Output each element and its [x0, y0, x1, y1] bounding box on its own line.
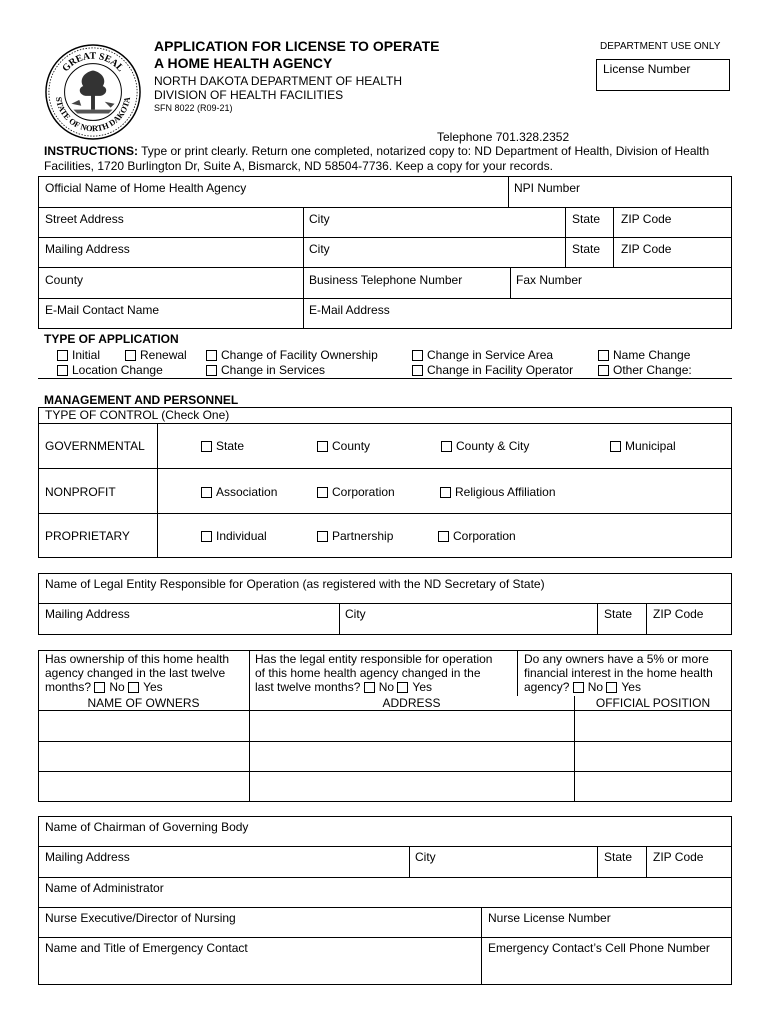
q3-yes-label: Yes	[621, 680, 641, 694]
fax-field[interactable]: Fax Number	[516, 273, 583, 287]
gov-municipal-label: Municipal	[625, 439, 676, 453]
gov-county-label: County	[332, 439, 371, 453]
official-name-field[interactable]: Official Name of Home Health Agency	[45, 181, 247, 195]
instructions	[44, 144, 744, 174]
zip-field[interactable]: ZIP Code	[621, 212, 672, 226]
location-change-checkbox[interactable]	[57, 365, 68, 376]
legal-mailing-field[interactable]: Mailing Address	[45, 607, 130, 621]
administrator-field[interactable]: Name of Administrator	[45, 881, 164, 895]
gov-state-checkbox[interactable]	[201, 441, 212, 452]
pr-partnership-checkbox[interactable]	[317, 531, 328, 542]
q3-no-label: No	[587, 680, 604, 694]
q1-yes-checkbox[interactable]	[128, 682, 139, 693]
license-number-label: License Number	[603, 62, 691, 76]
initial-label: Initial	[72, 348, 101, 362]
location-change-option[interactable]	[57, 363, 163, 377]
q1-no-checkbox[interactable]	[94, 682, 105, 693]
initial-checkbox[interactable]	[57, 350, 68, 361]
telephone: Telephone 701.328.2352	[437, 130, 570, 144]
legal-entity-question	[255, 652, 492, 694]
business-phone-field[interactable]: Business Telephone Number	[309, 273, 463, 287]
name-change-label: Name Change	[613, 348, 691, 362]
change-services-checkbox[interactable]	[206, 365, 217, 376]
q3-no-checkbox[interactable]	[573, 682, 584, 693]
change-service-area-label: Change in Service Area	[427, 348, 554, 362]
np-association-checkbox[interactable]	[201, 487, 212, 498]
np-corporation-label: Corporation	[332, 485, 395, 499]
q2-no-checkbox[interactable]	[364, 682, 375, 693]
q2-line-1: Has the legal entity responsible for operation	[255, 652, 493, 666]
department-block	[154, 74, 402, 102]
q2-yes-checkbox[interactable]	[397, 682, 408, 693]
pr-individual-checkbox[interactable]	[201, 531, 212, 542]
change-ownership-label: Change of Facility Ownership	[221, 348, 378, 362]
pr-individual-option[interactable]	[201, 529, 267, 543]
mailing-city-field[interactable]: City	[309, 242, 330, 256]
q3-text: agency?	[524, 680, 570, 694]
initial-option[interactable]	[57, 348, 100, 362]
gov-county-option[interactable]	[317, 439, 370, 453]
chairman-state-field[interactable]: State	[604, 850, 633, 864]
owner-name-2-input[interactable]	[39, 742, 248, 770]
chairman-zip-field[interactable]: ZIP Code	[653, 850, 704, 864]
other-change-label: Other Change:	[613, 363, 692, 377]
gov-county-checkbox[interactable]	[317, 441, 328, 452]
owner-position-3-input[interactable]	[575, 772, 731, 801]
q3-line-3	[524, 680, 713, 694]
seal-top-text: GREAT SEAL	[60, 50, 126, 75]
mailing-zip-field[interactable]: ZIP Code	[621, 242, 672, 256]
q1-line-2: agency changed in the last twelve	[45, 666, 226, 680]
renewal-option[interactable]	[125, 348, 187, 362]
owner-name-1-input[interactable]	[39, 711, 248, 740]
type-of-control-label: TYPE OF CONTROL (Check One)	[45, 408, 230, 422]
other-change-option[interactable]	[598, 363, 692, 377]
county-field[interactable]: County	[45, 273, 84, 287]
change-operator-label: Change in Facility Operator	[427, 363, 574, 377]
change-service-area-checkbox[interactable]	[412, 350, 423, 361]
legal-entity-name-field[interactable]: Name of Legal Entity Responsible for Operation (as registered with the ND Secretary of State)	[45, 577, 545, 591]
name-change-checkbox[interactable]	[598, 350, 609, 361]
q1-text: months?	[45, 680, 92, 694]
npi-number-field[interactable]: NPI Number	[514, 181, 581, 195]
location-change-label: Location Change	[72, 363, 163, 377]
instructions-label: INSTRUCTIONS:	[44, 144, 138, 158]
gov-municipal-checkbox[interactable]	[610, 441, 621, 452]
col-name-of-owners: NAME OF OWNERS	[87, 696, 200, 710]
legal-zip-field[interactable]: ZIP Code	[653, 607, 704, 621]
col-official-position: OFFICIAL POSITION	[595, 696, 711, 710]
q2-text: last twelve months?	[255, 680, 361, 694]
pr-corporation-label: Corporation	[453, 529, 516, 543]
state-field[interactable]: State	[572, 212, 601, 226]
name-change-option[interactable]	[598, 348, 690, 362]
governmental-label: GOVERNMENTAL	[45, 439, 145, 453]
q1-yes-label: Yes	[143, 680, 163, 694]
emergency-phone-field[interactable]: Emergency Contact’s Cell Phone Number	[488, 941, 710, 955]
nurse-executive-field[interactable]: Nurse Executive/Director of Nursing	[45, 911, 236, 925]
street-address-field[interactable]: Street Address	[45, 212, 124, 226]
city-field[interactable]: City	[309, 212, 330, 226]
gov-state-option[interactable]	[201, 439, 244, 453]
gov-county-city-option[interactable]	[441, 439, 529, 453]
change-services-option[interactable]	[206, 363, 325, 377]
owner-name-3-input[interactable]	[39, 772, 248, 801]
form-title	[154, 38, 439, 72]
mailing-state-field[interactable]: State	[572, 242, 601, 256]
proprietary-label: PROPRIETARY	[45, 529, 130, 543]
legal-city-field[interactable]: City	[345, 607, 366, 621]
np-religious-checkbox[interactable]	[440, 487, 451, 498]
q3-yes-checkbox[interactable]	[606, 682, 617, 693]
renewal-label: Renewal	[140, 348, 187, 362]
gov-county-city-label: County & City	[456, 439, 530, 453]
nonprofit-label: NONPROFIT	[45, 485, 116, 499]
gov-state-label: State	[216, 439, 245, 453]
col-address: ADDRESS	[382, 696, 441, 710]
seal-bottom-text: STATE OF NORTH DAKOTA	[53, 96, 133, 134]
np-association-label: Association	[216, 485, 278, 499]
title-line-1: APPLICATION FOR LICENSE TO OPERATE	[154, 38, 440, 54]
change-ownership-checkbox[interactable]	[206, 350, 217, 361]
q2-line-2: of this home health agency changed in the	[255, 666, 481, 680]
renewal-checkbox[interactable]	[125, 350, 136, 361]
pr-corporation-option[interactable]	[438, 529, 516, 543]
change-ownership-option[interactable]	[206, 348, 378, 362]
email-address-field[interactable]: E-Mail Address	[309, 303, 390, 317]
management-heading: MANAGEMENT AND PERSONNEL	[44, 393, 239, 407]
owner-position-2-input[interactable]	[575, 742, 731, 770]
np-religious-option[interactable]	[440, 485, 556, 499]
owner-address-3-input[interactable]	[250, 772, 573, 801]
change-services-label: Change in Services	[221, 363, 326, 377]
legal-state-field[interactable]: State	[604, 607, 633, 621]
change-operator-checkbox[interactable]	[412, 365, 423, 376]
q1-line-1: Has ownership of this home health	[45, 652, 230, 666]
financial-interest-question	[524, 652, 713, 694]
title-line-2: A HOME HEALTH AGENCY	[154, 55, 333, 71]
ownership-question	[45, 652, 229, 694]
np-association-option[interactable]	[201, 485, 277, 499]
pr-individual-label: Individual	[216, 529, 267, 543]
chairman-field[interactable]: Name of Chairman of Governing Body	[45, 820, 249, 834]
type-of-application-heading: TYPE OF APPLICATION	[44, 332, 179, 346]
q2-no-label: No	[378, 680, 395, 694]
np-religious-label: Religious Affiliation	[455, 485, 556, 499]
q3-line-1: Do any owners have a 5% or more	[524, 652, 709, 666]
mailing-address-field[interactable]: Mailing Address	[45, 242, 130, 256]
pr-partnership-label: Partnership	[332, 529, 394, 543]
q2-line-3	[255, 680, 492, 694]
pr-corporation-checkbox[interactable]	[438, 531, 449, 542]
change-service-area-option[interactable]	[412, 348, 553, 362]
owner-position-1-input[interactable]	[575, 711, 731, 740]
np-corporation-option[interactable]	[317, 485, 395, 499]
chairman-city-field[interactable]: City	[415, 850, 436, 864]
gov-county-city-checkbox[interactable]	[441, 441, 452, 452]
q1-line-3	[45, 680, 229, 694]
gov-municipal-option[interactable]	[610, 439, 676, 453]
license-number-field[interactable]	[596, 59, 730, 91]
great-seal-logo	[44, 43, 142, 141]
department-use-label: DEPARTMENT USE ONLY	[600, 41, 721, 52]
department-name: NORTH DAKOTA DEPARTMENT OF HEALTH	[154, 74, 403, 88]
np-corporation-checkbox[interactable]	[317, 487, 328, 498]
email-contact-name-field[interactable]: E-Mail Contact Name	[45, 303, 160, 317]
instructions-text: Type or print clearly. Return one completed, notarized copy to: ND Department of Health, Division of Health Facilities, 1720 Burlington Dr, Suite A, Bismarck, ND 58504-7736. Keep a copy for your records.	[44, 144, 710, 173]
pr-partnership-option[interactable]	[317, 529, 393, 543]
governing-body-box	[38, 816, 732, 985]
q3-line-2: financial interest in the home health	[524, 666, 713, 680]
chairman-mailing-field[interactable]: Mailing Address	[45, 850, 130, 864]
form-number: SFN 8022 (R09-21)	[154, 103, 233, 113]
nurse-license-field[interactable]: Nurse License Number	[488, 911, 611, 925]
q2-yes-label: Yes	[412, 680, 432, 694]
owner-address-2-input[interactable]	[250, 742, 573, 770]
emergency-contact-field[interactable]: Name and Title of Emergency Contact	[45, 941, 248, 955]
division-name: DIVISION OF HEALTH FACILITIES	[154, 88, 344, 102]
owner-address-1-input[interactable]	[250, 711, 573, 740]
q1-no-label: No	[109, 680, 125, 694]
other-change-checkbox[interactable]	[598, 365, 609, 376]
change-operator-option[interactable]	[412, 363, 573, 377]
